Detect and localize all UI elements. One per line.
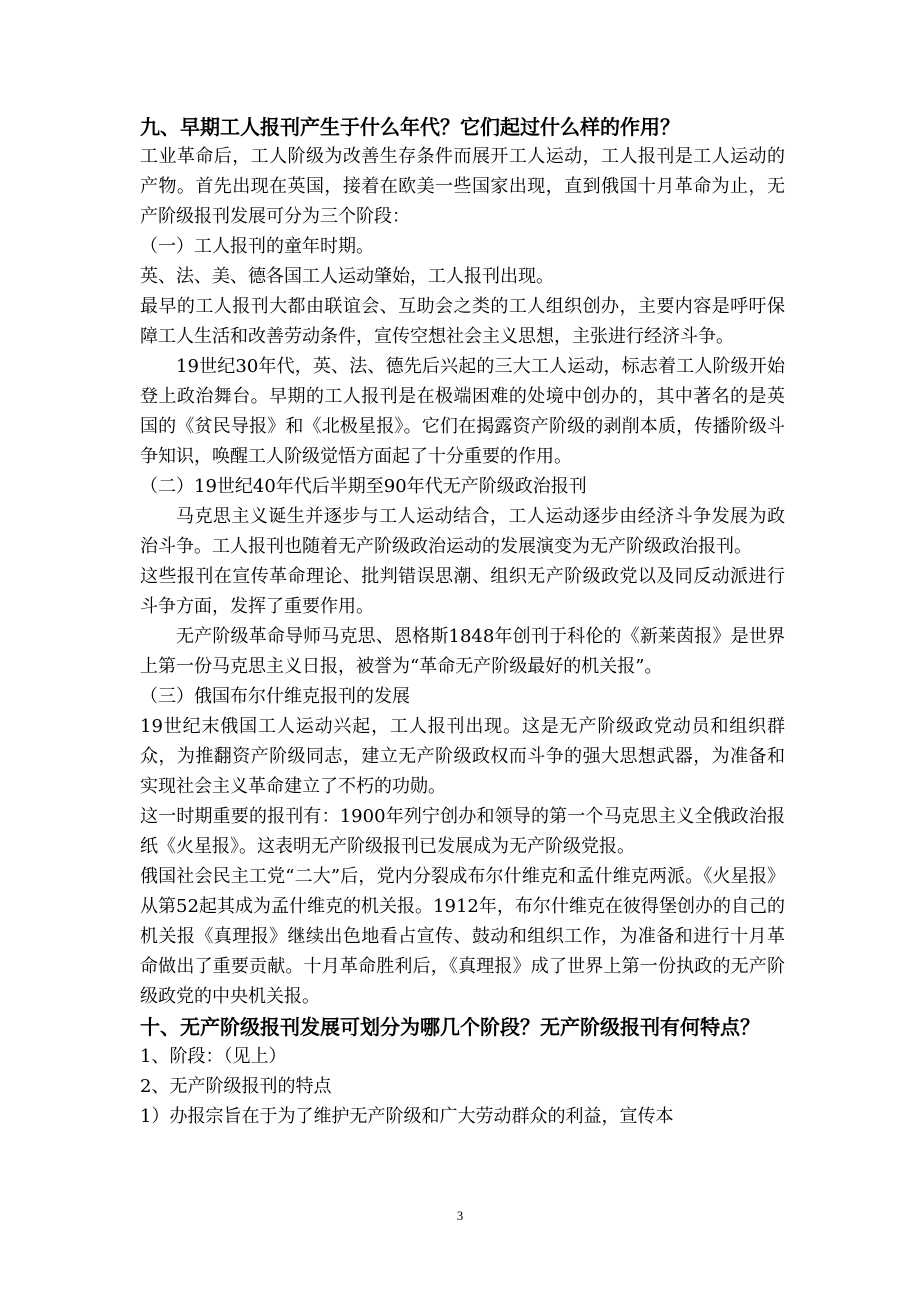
paragraph: 这一时期重要的报刊有：1900年列宁创办和领导的第一个马克思主义全俄政治报纸《火星报》。这表明无产阶级报刊已发展成为无产阶级党报。 [140,806,785,857]
paragraph: 最早的工人报刊大都由联谊会、互助会之类的工人组织创办，主要内容是呼吁保障工人生活和改善劳动条件，宣传空想社会主义思想，主张进行经济斗争。 [140,296,785,347]
page-number: 3 [456,1208,464,1223]
paragraph: 英、法、美、德各国工人运动肇始，工人报刊出现。 [140,266,554,287]
document-page [140,112,785,1132]
paragraph: 无产阶级革命导师马克思、恩格斯1848年创刊于科伦的《新莱茵报》是世界上第一份马克思主义日报，被誉为“革命无产阶级最好的机关报”。 [140,626,785,677]
subheading: （三）俄国布尔什维克报刊的发展 [140,686,410,707]
paragraph: 1、阶段：（见上） [140,1046,287,1067]
paragraph: 俄国社会民主工党“二大”后，党内分裂成布尔什维克和孟什维克两派。《火星报》从第52起其成为孟什维克的机关报。1912年，布尔什维克在彼得堡创办的自己的机关报《真理报》继续出色地看占宣传、鼓动和组织工作，为准备和进行十月革命做出了重要贡献。十月革命胜利后，《真理报》成了世界上第一份执政的无产阶级政党的中央机关报。 [140,866,785,1007]
section-heading: 十、无产阶级报刊发展可划分为哪几个阶段？无产阶级报刊有何特点？ [140,1015,760,1039]
paragraph: 马克思主义诞生并逐步与工人运动结合，工人运动逐步由经济斗争发展为政治斗争。工人报刊也随着无产阶级政治运动的发展演变为无产阶级政治报刊。 [140,506,785,557]
paragraph: 这些报刊在宣传革命理论、批判错误思潮、组织无产阶级政党以及同反动派进行斗争方面，发挥了重要作用。 [140,566,785,617]
paragraph: 工业革命后，工人阶级为改善生存条件而展开工人运动，工人报刊是工人运动的产物。首先出现在英国，接着在欧美一些国家出现，直到俄国十月革命为止，无产阶级报刊发展可分为三个阶段： [140,146,785,227]
subheading: （一）工人报刊的童年时期。 [140,236,374,257]
section-heading: 九、早期工人报刊产生于什么年代？它们起过什么样的作用？ [140,115,680,139]
paragraph: 2、无产阶级报刊的特点 [140,1076,332,1097]
subheading: （二）19世纪40年代后半期至90年代无产阶级政治报刊 [140,476,587,497]
paragraph: 1）办报宗旨在于为了维护无产阶级和广大劳动群众的利益，宣传本 [140,1106,674,1127]
paragraph: 19世纪末俄国工人运动兴起，工人报刊出现。这是无产阶级政党动员和组织群众，为推翻资产阶级同志，建立无产阶级政权而斗争的强大思想武器，为准备和实现社会主义革命建立了不朽的功勋。 [140,716,785,797]
paragraph: 19世纪30年代，英、法、德先后兴起的三大工人运动，标志着工人阶级开始登上政治舞台。早期的工人报刊是在极端困难的处境中创办的，其中著名的是英国的《贫民导报》和《北极星报》。它们在揭露资产阶级的剥削本质，传播阶级斗争知识，唤醒工人阶级觉悟方面起了十分重要的作用。 [140,356,785,467]
